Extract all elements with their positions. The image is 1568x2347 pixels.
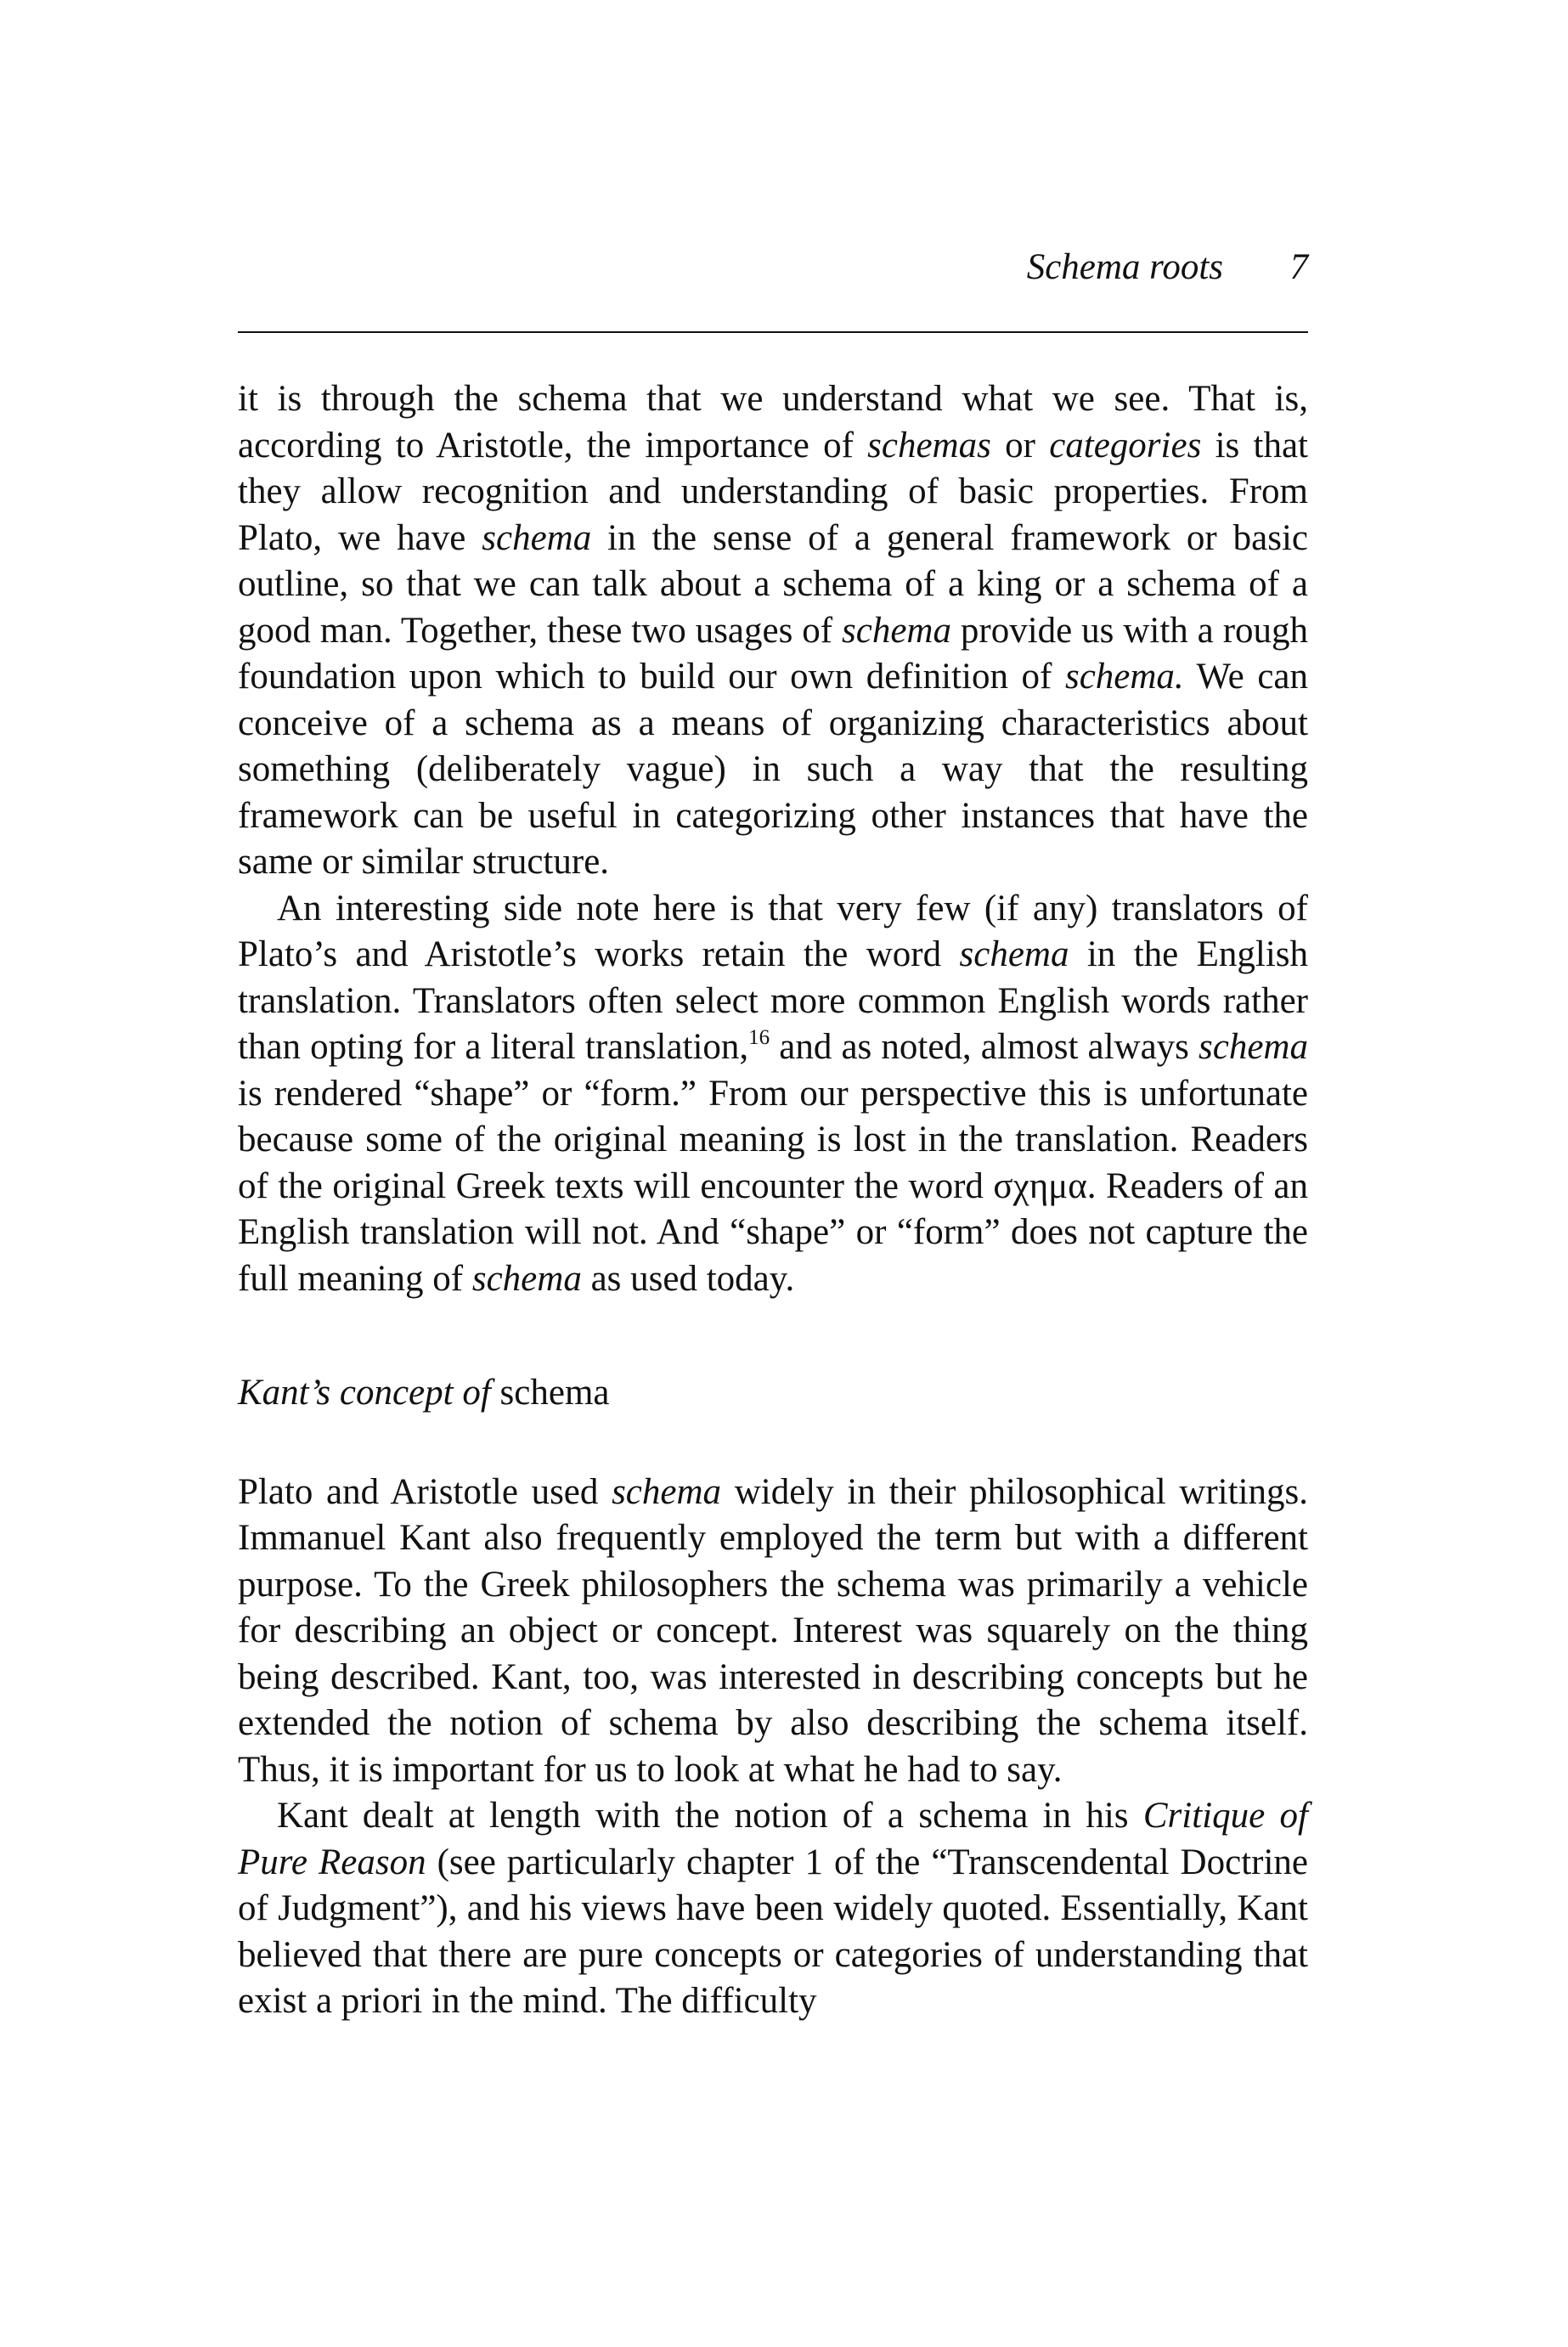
paragraph: Plato and Aristotle used schema widely in their philosophical writings. Immanuel Kant also frequently employed the term but with a different purpose. To the Greek philosophers the schema was primarily a vehicle for describing an object or concept. Interest was squarely on the thing being described. Kant, too, was interested in describing concepts but he extended the notion of schema by also describing the schema itself. Thus, it is important for us to look at what he had to say. [238,1471,1309,1790]
page-header [238,242,1308,293]
body-text [238,376,1308,2025]
paragraph: An interesting side note here is that very few (if any) translators of Plato’s and Aristotle’s works retain the word schema in the English translation. Translators often select more common English words rather than opting for a literal translation,$^{16}$ and as noted, almost always schema is rendered “shape” or “form.” From our perspective this is unfortunate because some of the original meaning is lost in the translation. Readers of the original Greek texts will encounter the word σχημα. Readers of an English translation will not. And “shape” or “form” does not capture the full meaning of schema as used today. [238,888,1309,1299]
section-heading: Kant’s concept of schema [238,1373,610,1413]
paragraph: it is through the schema that we understand what we see. That is, according to Aristotle, the importance of schemas or categories is that they allow recognition and understanding of basic properties. From Plato, we have schema in the sense of a general framework or basic outline, so that we can talk about a schema of a king or a schema of a good man. Together, these two usages of schema provide us with a rough foundation upon which to build our own definition of schema. We can conceive of a schema as a means of organizing characteristics about something (deliberately vague) in such a way that the resulting framework can be useful in categorizing other instances that have the same or similar structure. [238,379,1309,882]
header-rule [238,331,1308,333]
running-head: Schema roots [1026,247,1223,287]
paragraph: Kant dealt at length with the notion of a schema in his Critique of Pure Reason (see particularly chapter 1 of the “Transcendental Doctrine of Judgment”), and his views have been widely quoted. Essentially, Kant believed that there are pure concepts or categories of understanding that exist a priori in the mind. The difficulty [238,1796,1308,2021]
footnote-marker: 16 [748,1026,770,1049]
page-number: 7 [1289,247,1308,287]
